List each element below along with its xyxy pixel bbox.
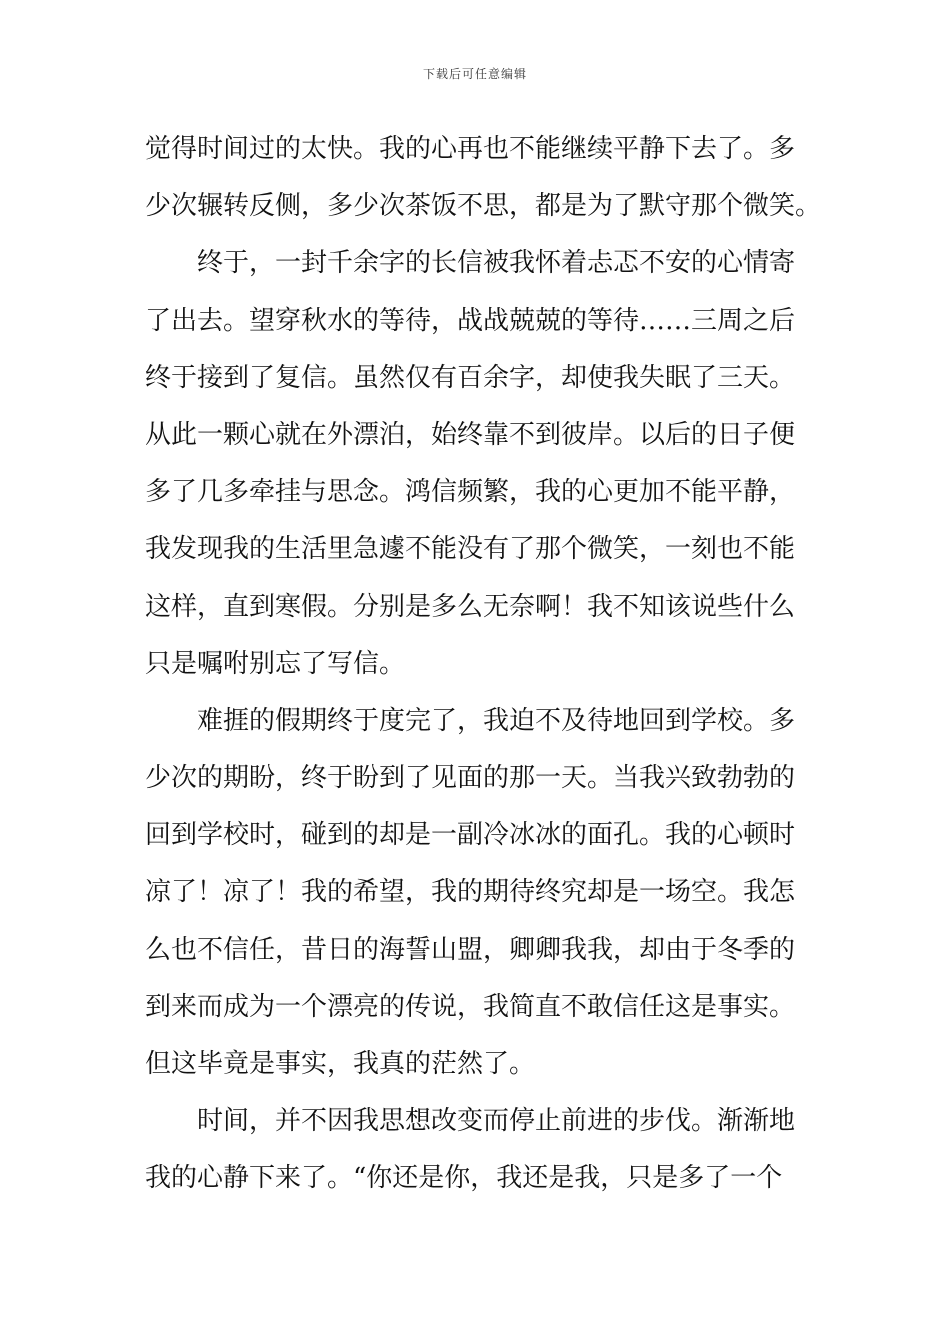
text-line: 从此一颗心就在外漂泊，始终靠不到彼岸。以后的日子便 <box>145 419 796 450</box>
text-line: 终于接到了复信。虽然仅有百余字，却使我失眠了三天。 <box>145 362 796 393</box>
text-line: 少次的期盼，终于盼到了见面的那一天。当我兴致勃勃的 <box>145 763 796 794</box>
text-line: 了出去。望穿秋水的等待，战战兢兢的等待……三周之后 <box>145 305 796 336</box>
text-line: 凉了！凉了！我的希望，我的期待终究却是一场空。我怎 <box>145 877 796 908</box>
text-line: 我发现我的生活里急遽不能没有了那个微笑，一刻也不能 <box>145 534 796 565</box>
text-line: 到来而成为一个漂亮的传说，我简直不敢信任这是事实。 <box>145 991 796 1022</box>
text-line: 我的心静下来了。“你还是你，我还是我，只是多了一个 <box>145 1163 783 1194</box>
text-line: 觉得时间过的太快。我的心再也不能继续平静下去了。多 <box>145 134 796 164</box>
document-body <box>145 121 822 1208</box>
text-line: 这样，直到寒假。分别是多么无奈啊！我不知该说些什么 <box>145 591 796 622</box>
text-line: 时间，并不因我思想改变而停止前进的步伐。渐渐地 <box>197 1106 796 1137</box>
text-line: 但这毕竟是事实，我真的茫然了。 <box>145 1049 536 1079</box>
text-line: 终于，一封千余字的长信被我怀着忐忑不安的心情寄 <box>197 248 796 279</box>
text-line: 多了几多牵挂与思念。鸿信频繁，我的心更加不能平静， <box>145 477 796 508</box>
text-line: 少次辗转反侧，多少次茶饭不思，都是为了默守那个微笑。 <box>145 191 822 222</box>
text-line: 只是嘱咐别忘了写信。 <box>145 648 406 679</box>
page-header-note: 下载后可任意编辑 <box>422 67 527 81</box>
text-line: 回到学校时，碰到的却是一副冷冰冰的面孔。我的心顿时 <box>145 820 796 851</box>
text-line: 么也不信任，昔日的海誓山盟，卿卿我我，却由于冬季的 <box>145 934 796 965</box>
text-line: 难捱的假期终于度完了，我迫不及待地回到学校。多 <box>197 705 796 736</box>
